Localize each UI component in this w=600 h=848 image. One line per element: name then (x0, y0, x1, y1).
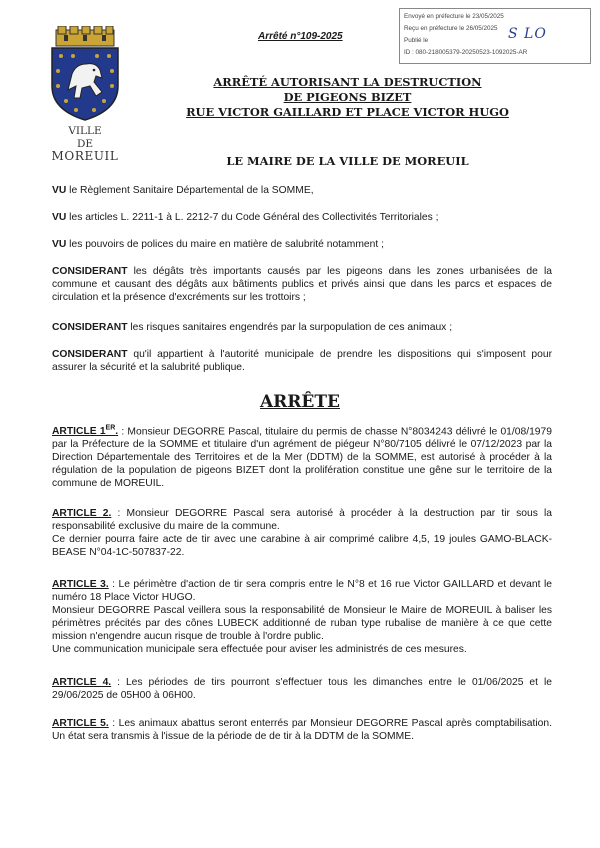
article-label-sup: ER (105, 425, 116, 432)
arrete-heading: ARRÊTE (259, 392, 340, 412)
article-label (52, 426, 118, 437)
article-label: ARTICLE 2. (52, 508, 112, 519)
consideration-text: qu'il appartient à l'autorité municipale de prendre les dispositions qui s'imposent pour assurer la sécurité et la salubrité publique. (52, 349, 552, 373)
de-line: DE (76, 137, 94, 150)
title-line-2: DE PIGEONS BIZET (283, 90, 412, 104)
article-2 (52, 507, 552, 559)
article-text: : Les animaux abattus seront enterrés par Monsieur DEGORRE Pascal après comptabilisation. Un état sera transmis à l'issue de la période de de tir à la DDTM de la SOMME. (52, 718, 552, 742)
ville-line: VILLE (68, 125, 102, 137)
article-label-end: . (115, 426, 119, 438)
consideration-text: les articles L. 2211-1 à L. 2212-7 du Code Général des Collectivités Territoriales ; (66, 212, 439, 223)
article-label: ARTICLE 4. (52, 677, 112, 688)
consideration-text: les risques sanitaires engendrés par la surpopulation de ces animaux ; (127, 322, 453, 333)
article-5 (52, 717, 552, 743)
article-text: : Monsieur DEGORRE Pascal sera autorisé à procéder à la destruction par tir sous la responsabilité exclusive du maire de la commune. (52, 508, 553, 532)
stamp-sent-line: Envoyé en préfecture le 23/05/2025 (404, 13, 504, 20)
document-title (175, 75, 520, 120)
article-label: ARTICLE 3. (52, 579, 109, 590)
article-text: : Le périmètre d'action de tir sera compris entre le N°8 et 16 rue Victor GAILLARD et devant le numéro 18 Place Victor HUGO. (52, 579, 552, 603)
consideration-text: les pouvoirs de polices du maire en matière de salubrité notamment ; (66, 239, 384, 250)
article-3 (52, 578, 552, 656)
article-text-3: Une communication municipale sera effectuée pour aviser les administrés de ces mesures. (52, 644, 467, 655)
article-text: : Monsieur DEGORRE Pascal, titulaire du permis de chasse N°8034243 délivré le 01/08/1979 par la Préfecture de la SOMME et titulaire d'un agrément de piégeur N°80/7105 délivré le 07/12/2023 par la Direction Départementale des Territoires et de la Mer (DDTM) de la SOMME, est autorisé à procéder à la régulation de la population de pigeons BIZET dont la prolifération constitue une gêne sur le territoire de la commune de MOREUIL. (52, 426, 552, 490)
consideration-4 (52, 265, 552, 304)
article-text-2: Monsieur DEGORRE Pascal veillera sous la responsabilité de Monsieur le Maire de MOREUIL à baliser les périmètres précités par des cônes LUBECK additionné de ruban type rubalise de manière à ce que cette mission n'engendre aucun risque de trouble à l'ordre public. (52, 605, 552, 642)
consideration-lead: CONSIDERANT (52, 266, 128, 277)
consideration-text: les dégâts très importants causés par les pigeons dans les zones urbanisées de la commune et causant des dégâts aux bâtiments publics et privés ainsi que dans les parcs et espaces de circulation et la présence d'excréments sur les trottoirs ; (52, 266, 552, 303)
maire-heading: LE MAIRE DE LA VILLE DE MOREUIL (226, 154, 469, 168)
consideration-5 (52, 321, 552, 334)
handwritten-signature: S LO (508, 26, 547, 42)
article-label: ARTICLE 5. (52, 718, 109, 729)
article-text: : Les périodes de tirs pourront s'effectuer tous les dimanches entre le 01/06/2025 et le 29/06/2025 de 05H00 à 06H00. (52, 677, 552, 701)
consideration-6 (52, 348, 552, 374)
consideration-lead: CONSIDERANT (52, 349, 128, 360)
moreuil-coat-of-arms-logo (46, 26, 124, 122)
consideration-2 (52, 211, 552, 224)
arrete-number: Arrêté n°109-2025 (258, 31, 343, 42)
prefecture-stamp (399, 8, 591, 64)
article-label-text: ARTICLE 1 (52, 426, 106, 438)
consideration-lead: VU (52, 212, 67, 223)
stamp-id-line: ID : 080-218005379-20250523-1092025-AR (404, 49, 528, 56)
stamp-published-line: Publié le (404, 37, 429, 44)
stamp-received-line: Reçu en préfecture le 26/05/2025 (404, 25, 498, 32)
moreuil-line: MOREUIL (51, 149, 119, 163)
consideration-lead: CONSIDERANT (52, 322, 128, 333)
title-line-3: RUE VICTOR GAILLARD ET PLACE VICTOR HUGO (186, 105, 509, 119)
consideration-lead: VU (52, 185, 67, 196)
consideration-3 (52, 238, 552, 251)
consideration-lead: VU (52, 239, 67, 250)
title-line-1: ARRÊTÉ AUTORISANT LA DESTRUCTION (213, 75, 482, 89)
consideration-1 (52, 184, 552, 197)
ville-de-moreuil-caption (40, 125, 130, 163)
article-1 (52, 422, 552, 490)
consideration-text: le Règlement Sanitaire Départemental de la SOMME, (66, 185, 314, 196)
article-4 (52, 676, 552, 702)
article-text-2: Ce dernier pourra faire acte de tir avec une carabine à air comprimé calibre 4,5, 19 joules GAMO-BLACK-BEASE N°04-1C-507837-22. (52, 534, 552, 558)
